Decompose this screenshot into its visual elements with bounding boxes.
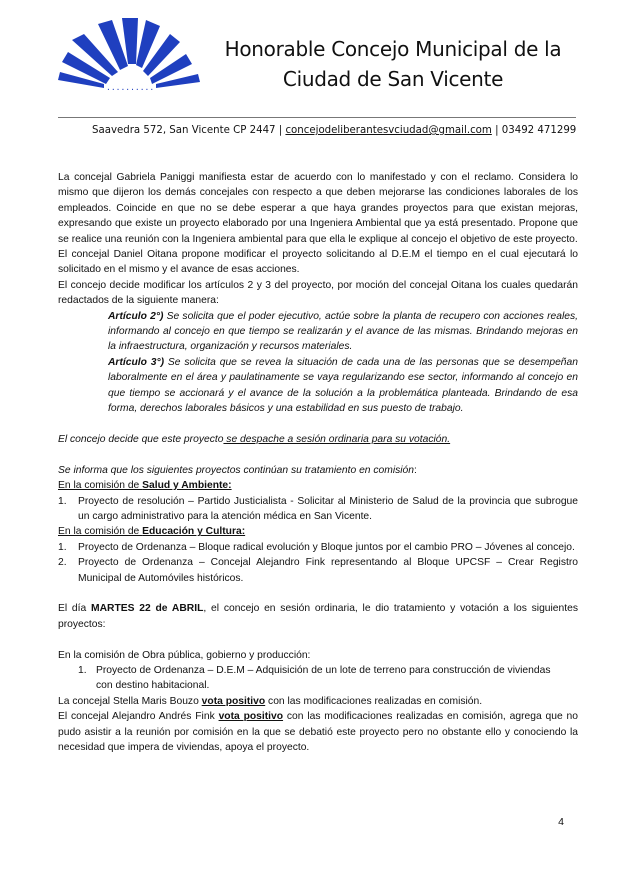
informa-paragraph	[58, 463, 578, 478]
commission-heading	[58, 478, 578, 493]
session-text: El día	[58, 603, 92, 615]
paragraph: La concejal Gabriela Paniggi manifiesta estar de acuerdo con lo manifestado y con el reclamo. Considera lo mismo que dijeron los demás concejales con respecto a que deben mejorarse las condiciones laborales de los empleados. Coincide en que no se debe esperar a que haya grandes proyectos para que existan mejoras, expresando que existe un proyecto elaborado por una Ingeniera Ambiental que ya está presentado. Propone que se realice una reunión con la Ingeniera ambiental para que ella le explique al concejo el objetivo de este proyecto.	[58, 172, 578, 245]
paragraph: El concejo decide modificar los artículos 2 y 3 del proyecto, por moción del concejal Oitana los cuales quedarán redactados de la siguiente manera:	[58, 279, 578, 307]
phone-text: | 03492 471299	[491, 125, 577, 136]
page-title	[208, 34, 578, 94]
list-item-text: Proyecto de Ordenanza – Bloque radical evolución y Bloque juntos por el cambio PRO – Jóvenes al concejo.	[78, 541, 575, 553]
commission-prefix: En la comisión de	[58, 480, 143, 492]
vote-text: La concejal Stella Maris Bouzo	[58, 695, 202, 707]
email-link[interactable]: concejodeliberantesvciudad@gmail.com	[285, 125, 492, 136]
page-number: 4	[558, 816, 564, 828]
article-text: Se solicita que se revea la situación de cada una de las personas que se desempeñan laboralmente en el área y paulatinamente se vaya regularizando ese sector, informando al concejo en que tiempo se accionará y el avance de la solución a la problemática planteada. Brindando de esa forma, derechos laborales básicos y una estabilidad en sus puesto de trabajo.	[108, 356, 578, 415]
list-item: 1. Proyecto de resolución – Partido Justicialista - Solicitar al Ministerio de Salud de la provincia que subrogue un cargo administrativo para la atención médica en San Vicente.	[58, 495, 578, 522]
decision-underlined: se despache a sesión ordinaria para su votación.	[223, 433, 451, 445]
paragraph: El concejal Daniel Oitana propone modificar el proyecto solicitando al D.E.M el tiempo en el cual ejecutará lo solicitado en el mismo y el avance de esas acciones.	[58, 249, 578, 276]
article-2	[108, 309, 578, 355]
decision-text: El concejo decide que este proyecto	[58, 433, 224, 445]
address-text: Saavedra 572, San Vicente CP 2447 |	[92, 125, 286, 136]
header-divider	[58, 117, 576, 118]
list-item-text: Proyecto de Ordenanza – D.E.M – Adquisición de un lote de terreno para construcción de viviendas	[96, 664, 551, 676]
title-line-2: Ciudad de San Vicente	[282, 67, 504, 91]
vote-text: con las modificaciones realizadas en comisión.	[265, 695, 483, 707]
vote-text: con las modificaciones realizadas en comisión, agrega que no pudo asistir a la reunión por comisión en la que se debatió este proyecto pero no obstante ello y conociendo la necesidad que impera de viviendas, apoya el proyecto.	[58, 711, 578, 753]
list-item-text: Proyecto de resolución – Partido Justicialista - Solicitar al Ministerio de Salud de la provincia que subrogue un cargo administrativo para la atención médica en San Vicente.	[78, 495, 578, 522]
vote-positive: vota positivo	[201, 695, 266, 707]
list-item: 1. Proyecto de Ordenanza – Bloque radical evolución y Bloque juntos por el cambio PRO – Jóvenes al concejo.	[58, 541, 575, 553]
logo-dots: ..........	[106, 83, 155, 92]
vote-text: El concejal Alejandro Andrés Fink	[58, 711, 219, 723]
commission-heading	[58, 524, 578, 539]
informa-colon: :	[414, 464, 417, 476]
list-item-text: con destino habitacional.	[96, 680, 210, 692]
commission-heading: En la comisión de Obra pública, gobierno y producción:	[58, 649, 311, 661]
list-item: 1. Proyecto de Ordenanza – D.E.M – Adquisición de un lote de terreno para construcción de viviendas con destino habitacional.	[78, 664, 551, 692]
title-line-1: Honorable Concejo Municipal de la	[224, 37, 562, 61]
list-item: 2. Proyecto de Ordenanza – Concejal Alejandro Fink representando al Bloque UPCSF – Crear Registro Municipal de Automóviles históricos.	[58, 557, 578, 584]
vote-positive: vota positivo	[218, 711, 284, 723]
article-text: Se solicita que el poder ejecutivo, actúe sobre la planta de recupero con acciones reales, informando al concejo en que tiempo se realizarán y el avance de las mismas. Brindando mejoras en la infraestructura, organización y recursos materiales.	[108, 310, 578, 353]
vote-paragraph	[58, 709, 578, 755]
session-text: , el concejo en sesión ordinaria, le dio tratamiento y votación a los siguientes proyectos:	[58, 603, 578, 630]
document-body	[58, 170, 578, 755]
session-date: MARTES 22 de ABRIL	[91, 603, 204, 615]
article-label: Artículo 2°)	[108, 310, 164, 322]
decision-paragraph	[58, 432, 578, 447]
concejo-logo	[58, 16, 208, 92]
session-paragraph	[58, 601, 578, 632]
vote-paragraph	[58, 694, 578, 709]
commission-name: Salud y Ambiente:	[142, 480, 232, 492]
informa-text: Se informa que los siguientes proyectos continúan su tratamiento en comisión	[58, 464, 415, 476]
commission-prefix: En la comisión de	[58, 526, 143, 538]
article-label: Artículo 3°)	[108, 356, 165, 368]
contact-line	[92, 125, 592, 136]
commission-name: Educación y Cultura:	[142, 526, 246, 538]
article-3	[108, 355, 578, 417]
list-item-text: Proyecto de Ordenanza – Concejal Alejandro Fink representando al Bloque UPCSF – Crear Registro Municipal de Automóviles históricos.	[78, 557, 578, 584]
